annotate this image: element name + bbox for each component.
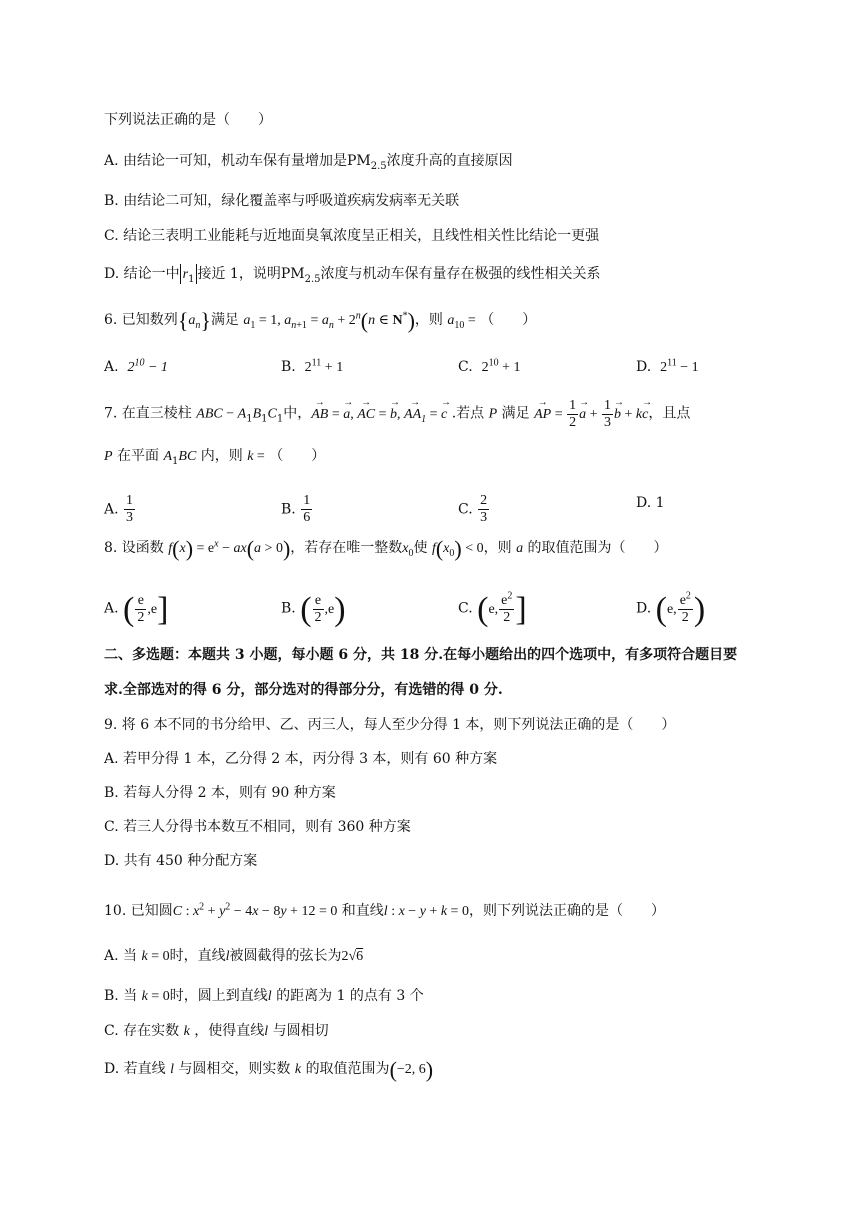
q5-option-b: B. 由结论二可知，绿化覆盖率与呼吸道疾病发病率无关联 [104, 193, 460, 209]
q7-option-c: C. $\frac{2}{3}$ [458, 493, 488, 525]
q5-prompt: 下列说法正确的是（ ） [104, 112, 272, 128]
q9-stem: 9. 将 6 本不同的书分给甲、乙、丙三人，每人至少分得 1 本，则下列说法正确的是（ ） [104, 717, 676, 733]
q10-option-a: A. 当 k = 0时，直线l被圆截得的弦长为2√6 [104, 948, 364, 964]
q5-option-c: C. 结论三表明工业能耗与近地面臭氧浓度呈正相关，且线性相关性比结论一更强 [104, 228, 600, 244]
q9-option-a: A. 若甲分得 1 本，乙分得 2 本，丙分得 3 本，则有 60 种方案 [104, 751, 498, 767]
q6-option-b: B. $2^{11} + 1$ [281, 357, 344, 375]
q8-option-d: D. (e, $\frac{e^2}{2}$ ) [636, 590, 706, 628]
q8-option-b: B. ( $\frac{e}{2}$ ,e) [281, 590, 346, 628]
q6-stem: 6. 已知数列$\{a_n\}$满足 $a_1 = 1$, $a_{n+1} = a_n + 2^n(n$ ∈ N*)，则 $a_{10}$ = （ ） [104, 307, 537, 333]
q6-option-a: A. $2^{10} - 1$ [104, 357, 168, 375]
q10-option-d: D. 若直线 l 与圆相交，则实数 k 的取值范围为(−2, 6) [104, 1056, 434, 1082]
q5-option-d: D. 结论一中 $r_1$ 接近 1，说明$PM_{2.5}$浓度与机动车保有量存在极强的线性相关关系 [104, 266, 601, 285]
q9-option-d: D. 共有 450 种分配方案 [104, 853, 258, 869]
q7-option-d: D. 1 [636, 495, 665, 511]
q8-option-c: C. (e, $\frac{e^2}{2}$ ] [458, 590, 527, 628]
section2-heading-line2: 求.全部选对的得 6 分，部分选对的得部分分，有选错的得 0 分. [104, 682, 503, 698]
q10-option-b: B. 当 k = 0时，圆上到直线l 的距离为 1 的点有 3 个 [104, 988, 424, 1004]
q7-option-a: A. $\frac{1}{3}$ [104, 493, 134, 525]
section2-heading-line1: 二、多选题：本题共 3 小题，每小题 6 分，共 18 分.在每小题给出的四个选项中，有多项符合题目要 [104, 647, 738, 663]
q5-option-a: A. 由结论一可知，机动车保有量增加是$PM_{2.5}$浓度升高的直接原因 [104, 153, 513, 172]
q7-stem: 7. 在直三棱柱 ABC − $A_1B_1C_1$中，AB → = a →, AC → = b →, $AA_1$ → = c → .若点 P 满足 AP → = $\frac{1}{2}$ a → + $\frac{1}{3}$ b → + kc →，且点 [104, 398, 690, 431]
q7-stem-line2: P 在平面 $A_1BC$ 内，则 k = （ ） [104, 448, 326, 467]
q10-option-c: C. 存在实数 k ，使得直线l 与圆相切 [104, 1023, 329, 1039]
q6-option-d: D. $2^{11} - 1$ [636, 357, 699, 375]
q10-stem: 10. 已知圆C : $x^2 + y^2 - 4x - 8y + 12 = 0$ 和直线l : x − y + k = 0，则下列说法正确的是（ ） [104, 901, 665, 919]
q9-option-b: B. 若每人分得 2 本，则有 90 种方案 [104, 785, 336, 801]
q6-option-c: C. $2^{10} + 1$ [458, 357, 521, 375]
q8-stem: 8. 设函数 $f(x) = e^x - ax(a > 0)$，若存在唯一整数$x_0$使 $f(x_0) < 0$，则 a 的取值范围为（ ） [104, 535, 668, 561]
q7-option-b: B. $\frac{1}{6}$ [281, 493, 311, 525]
q8-option-a: A. ( $\frac{e}{2}$ ,e] [104, 590, 169, 628]
q9-option-c: C. 若三人分得书本数互不相同，则有 360 种方案 [104, 819, 411, 835]
